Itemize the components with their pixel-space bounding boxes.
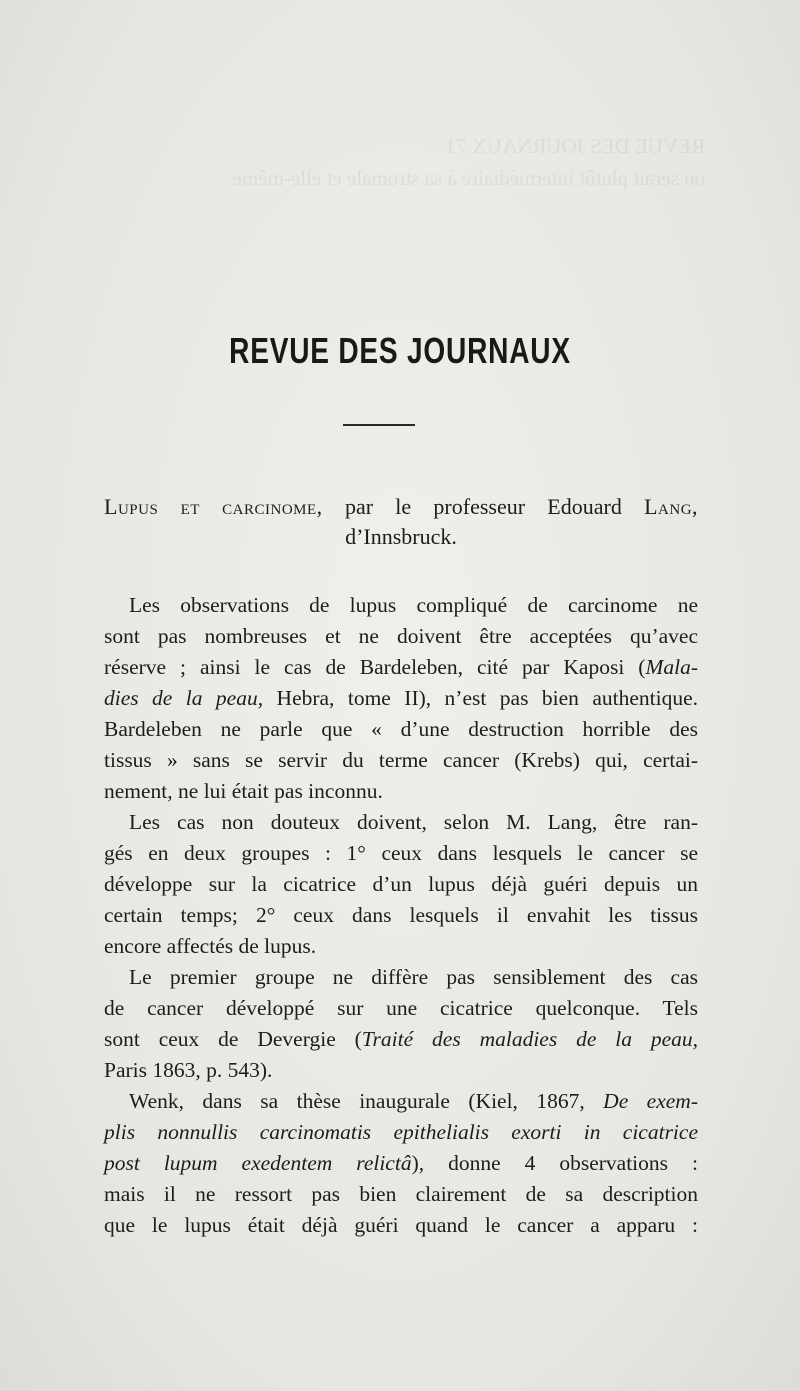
journal-section-title: REVUE DES JOURNAUX <box>229 330 571 371</box>
text-line: Paris 1863, p. 543). <box>104 1058 273 1082</box>
text-line: sont pas nombreuses et ne doivent être acceptées qu’avec <box>104 624 698 648</box>
bleed-line: REVUE DES JOURNAUX 71 <box>445 134 705 158</box>
title-rule-divider <box>343 424 415 426</box>
text-line: dies de la peau, Hebra, tome II), n’est pas bien authentique. <box>104 686 698 710</box>
article-title-and: et <box>180 494 200 519</box>
article-author-surname: Lang, <box>644 494 699 519</box>
text-line: réserve ; ainsi le cas de Bardeleben, cité par Kaposi (Mala- <box>104 655 698 679</box>
article-body <box>104 590 698 1241</box>
bleed-through-text <box>95 130 705 194</box>
article-heading <box>104 492 698 552</box>
text-line: certain temps; 2° ceux dans lesquels il envahit les tissus <box>104 903 698 927</box>
text-line: plis nonnullis carcinomatis epithelialis exorti in cicatrice <box>104 1120 698 1144</box>
article-heading-line-1 <box>104 492 698 522</box>
text-line: gés en deux groupes : 1° ceux dans lesquels le cancer se <box>104 841 698 865</box>
text-line: Les cas non douteux doivent, selon M. Lang, être ran- <box>129 810 698 834</box>
article-title-part2: carcinome, <box>222 494 323 519</box>
article-title-part1: Lupus <box>104 494 159 519</box>
paragraph-1 <box>104 590 698 807</box>
text-line: post lupum exedentem relictâ), donne 4 observations : <box>104 1151 698 1175</box>
paragraph-2 <box>104 807 698 962</box>
text-line: nement, ne lui était pas inconnu. <box>104 779 383 803</box>
bleed-line: ou serait plutôt intermédiaire à sa stromale et elle-même <box>232 166 705 190</box>
text-line: que le lupus était déjà guéri quand le cancer a apparu : <box>104 1213 698 1237</box>
text-line: tissus » sans se servir du terme cancer (Krebs) qui, certai- <box>104 748 698 772</box>
article-byline: par le professeur Edouard <box>344 494 622 519</box>
text-line: Les observations de lupus compliqué de carcinome ne <box>129 593 698 617</box>
text-line: sont ceux de Devergie (Traité des maladies de la peau, <box>104 1027 699 1051</box>
paragraph-4 <box>104 1086 698 1241</box>
text-line: Le premier groupe ne diffère pas sensiblement des cas <box>129 965 698 989</box>
text-line: Wenk, dans sa thèse inaugurale (Kiel, 1867, De exem- <box>129 1089 698 1113</box>
text-line: développe sur la cicatrice d’un lupus déjà guéri depuis un <box>104 872 698 896</box>
text-line: encore affectés de lupus. <box>104 934 317 958</box>
article-author-origin: d’Innsbruck. <box>345 524 457 549</box>
text-line: Bardeleben ne parle que « d’une destruction horrible des <box>104 717 698 741</box>
text-line: mais il ne ressort pas bien clairement de sa description <box>104 1182 698 1206</box>
text-line: de cancer développé sur une cicatrice quelconque. Tels <box>104 996 698 1020</box>
paragraph-3 <box>104 962 698 1086</box>
